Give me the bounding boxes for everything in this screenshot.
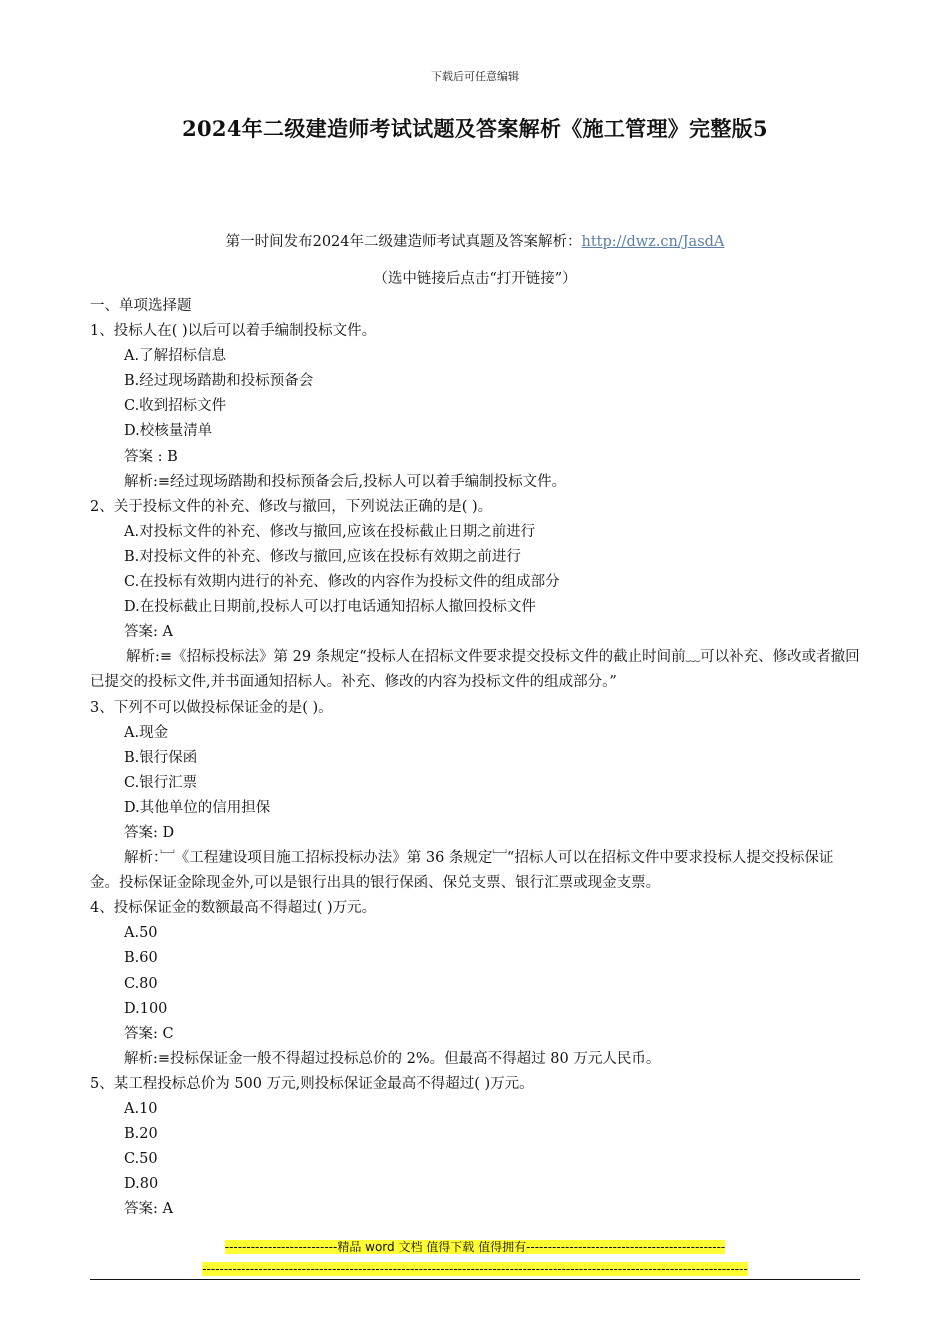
option: A.50 <box>124 925 158 942</box>
option: A.10 <box>124 1101 158 1117</box>
link-hint: （选中链接后点击“打开链接”） <box>373 271 577 287</box>
question-stem: 4、投标保证金的数额最高不得超过( )万元。 <box>90 900 377 917</box>
release-text: 第一时间发布2024年二级建造师考试真题及答案解析： <box>225 234 582 250</box>
analysis: 解析:≡投标保证金一般不得超过投标总价的 2%。但最高不得超过 80 万元人民币。 <box>124 1050 661 1067</box>
option: D.校核量清单 <box>124 423 213 440</box>
document-title: 2024年二级建造师考试试题及答案解析《施工管理》完整版5 <box>182 116 768 141</box>
option: A.了解招标信息 <box>124 348 227 365</box>
option: B.经过现场踏勘和投标预备会 <box>124 373 314 390</box>
footer-banner <box>0 1238 950 1255</box>
answer: 答案 : B <box>124 448 178 465</box>
option: D.100 <box>124 1000 168 1017</box>
analysis: 解析:≡《招标投标法》第 29 条规定“投标人在招标文件要求提交投标文件的截止时间前﹏可以补充、修改或者撤回已提交的投标文件,并书面通知招标人。补充、修改的内容为投标文件的组成部分。” <box>90 649 860 691</box>
question-5 <box>90 1072 860 1223</box>
answer: 答案: C <box>124 1025 174 1042</box>
option: B.银行保函 <box>124 749 198 766</box>
footer-dashes-text: ------------------------------------------------------------------------------------------------------------------------------ <box>202 1262 748 1276</box>
footer-banner-text: --------------------------精品 word 文档 值得下载 值得拥有---------------------------------------------- <box>224 1240 726 1254</box>
option: C.银行汇票 <box>124 774 198 791</box>
question-stem: 1、投标人在( )以后可以着手编制投标文件。 <box>90 323 377 340</box>
header-note: 下载后可任意编辑 <box>431 70 519 83</box>
release-link[interactable]: http://dwz.cn/JasdA <box>581 234 725 250</box>
footer-dashes <box>0 1262 950 1276</box>
question-3 <box>90 696 860 897</box>
analysis: 解析：﹈《工程建设项目施工招标投标办法》第 36 条规定﹈“招标人可以在招标文件中要求投标人提交投标保证金。投标保证金除现金外,可以是银行出具的银行保函、保兑支票、银行汇票或现金支票。 <box>90 850 834 892</box>
analysis: 解析:≡经过现场踏勘和投标预备会后,投标人可以着手编制投标文件。 <box>124 473 567 490</box>
option: D.80 <box>124 1176 159 1193</box>
option: B.对投标文件的补充、修改与撤回,应该在投标有效期之前进行 <box>124 548 521 565</box>
option: A.对投标文件的补充、修改与撤回,应该在投标截止日期之前进行 <box>124 523 536 540</box>
option: C.50 <box>124 1151 158 1168</box>
option: C.在投标有效期内进行的补充、修改的内容作为投标文件的组成部分 <box>124 574 560 591</box>
question-2 <box>90 495 860 696</box>
option: A.现金 <box>124 724 169 741</box>
release-line <box>0 230 950 251</box>
option: D.其他单位的信用担保 <box>124 799 271 816</box>
question-1 <box>90 319 860 495</box>
answer: 答案: A <box>124 624 173 641</box>
option: B.20 <box>124 1126 158 1143</box>
section-heading: 一、单项选择题 <box>90 298 192 314</box>
question-stem: 5、某工程投标总价为 500 万元,则投标保证金最高不得超过( )万元。 <box>90 1075 534 1092</box>
question-stem: 3、下列不可以做投标保证金的是( )。 <box>90 699 333 716</box>
option: C.80 <box>124 975 158 992</box>
option: B.60 <box>124 950 158 967</box>
footer-rule <box>90 1279 860 1280</box>
answer: 答案: D <box>124 824 175 841</box>
answer: 答案: A <box>124 1201 173 1218</box>
question-4 <box>90 896 860 1072</box>
document-body <box>90 294 860 1222</box>
option: D.在投标截止日期前,投标人可以打电话通知招标人撤回投标文件 <box>124 599 536 616</box>
option: C.收到招标文件 <box>124 398 227 415</box>
question-stem: 2、关于投标文件的补充、修改与撤回，下列说法正确的是( )。 <box>90 498 493 515</box>
